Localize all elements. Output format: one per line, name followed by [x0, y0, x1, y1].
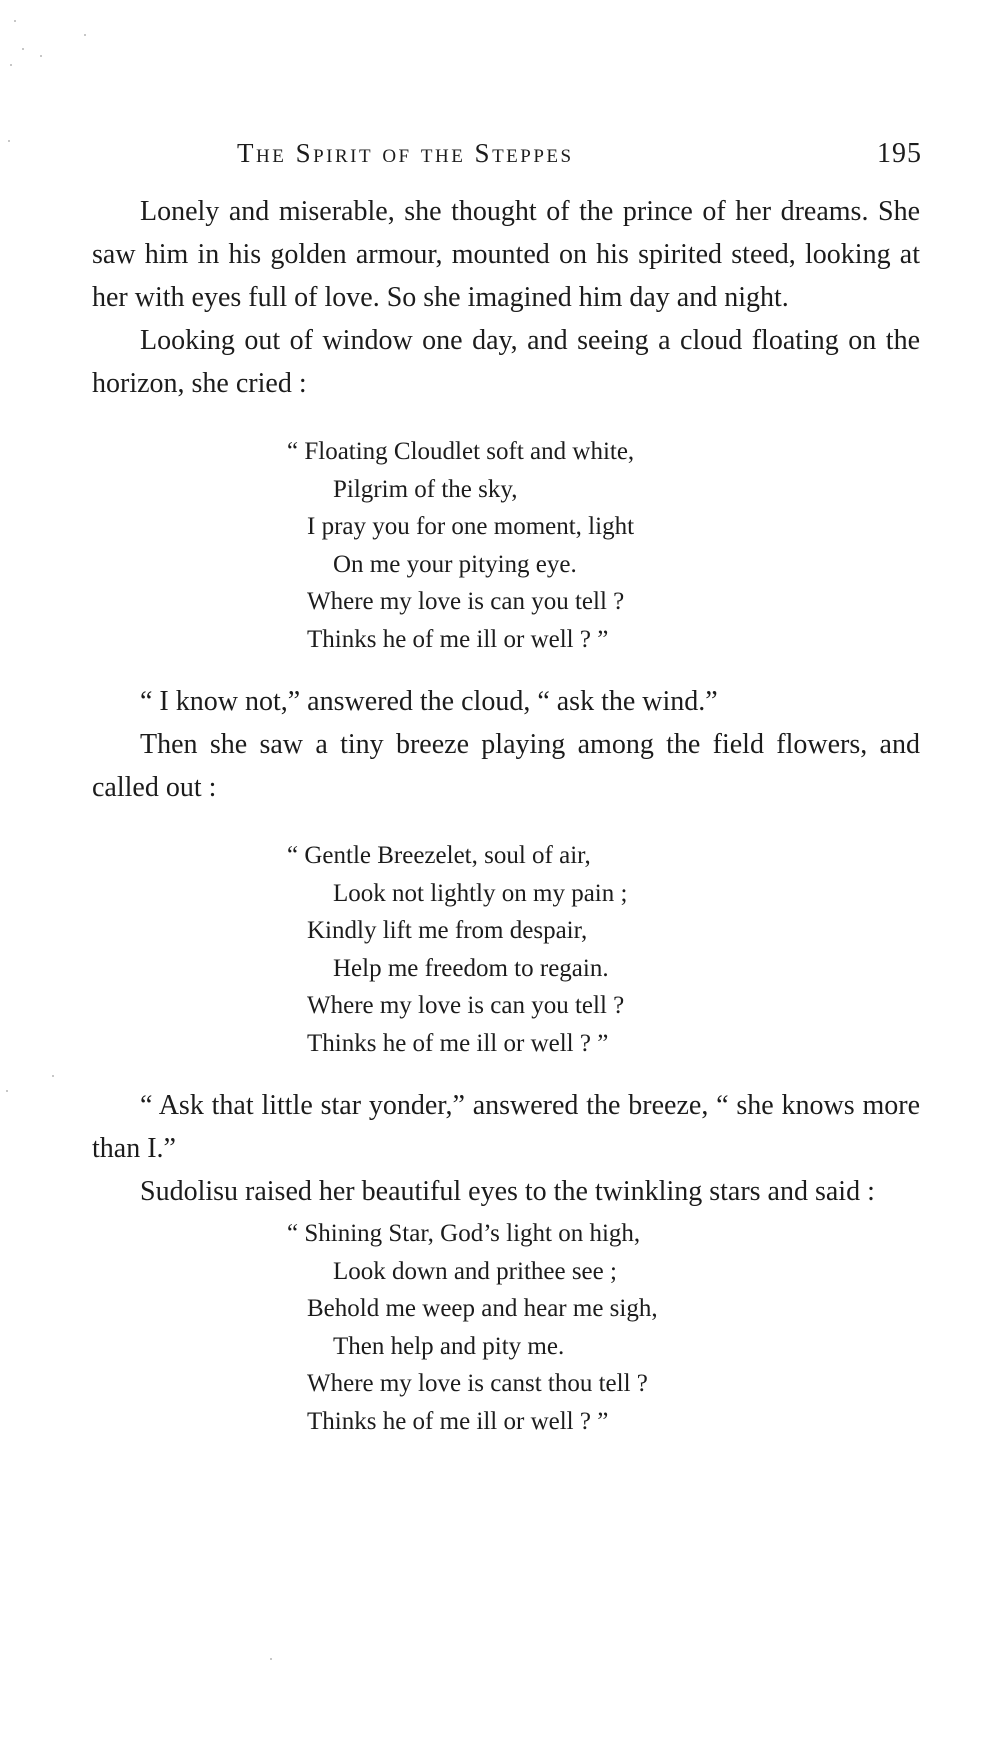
verse-line: Look not lightly on my pain ;: [333, 879, 628, 907]
running-head: The Spirit of the Steppes: [237, 138, 574, 168]
verse-line: Pilgrim of the sky,: [333, 475, 518, 503]
paragraph: “ I know not,” answered the cloud, “ ask the wind.”: [140, 686, 718, 717]
verse-line: I pray you for one moment, light: [307, 513, 635, 540]
paragraph: Then she saw a tiny breeze playing among the field flowers, and called out :: [92, 729, 920, 803]
paragraph: Looking out of window one day, and seeing a cloud floating on the horizon, she cried :: [92, 325, 920, 399]
verse-line: Behold me weep and hear me sigh,: [307, 1295, 658, 1322]
verse-line: Thinks he of me ill or well ? ”: [307, 1029, 609, 1057]
page-number: 195: [877, 138, 922, 169]
verse-line: “ Gentle Breezelet, soul of air,: [287, 842, 591, 869]
page-header: [92, 138, 922, 178]
paragraph: “ Ask that little star yonder,” answered the breeze, “ she knows more than I.”: [92, 1090, 920, 1164]
verse-line: Where my love is can you tell ?: [307, 588, 625, 615]
verse-line: Kindly lift me from despair,: [307, 917, 588, 944]
verse-line: Where my love is can you tell ?: [307, 992, 625, 1019]
verse-line: “ Shining Star, God’s light on high,: [287, 1220, 641, 1247]
poem-star: [287, 1215, 920, 1440]
paragraph: Lonely and miserable, she thought of the prince of her dreams. She saw him in his golden armour, mounted on his spirited steed, looking at her with eyes full of love. So she imagined him day and night.: [92, 196, 920, 313]
paragraph: Sudolisu raised her beautiful eyes to the twinkling stars and said :: [140, 1176, 875, 1207]
verse-line: Thinks he of me ill or well ? ”: [307, 625, 609, 653]
verse-line: “ Floating Cloudlet soft and white,: [287, 438, 635, 465]
verse-line: Look down and prithee see ;: [333, 1257, 617, 1285]
verse-line: Help me freedom to regain.: [333, 954, 609, 982]
verse-line: Then help and pity me.: [333, 1332, 565, 1360]
body-text: [92, 190, 920, 1462]
verse-line: Thinks he of me ill or well ? ”: [307, 1407, 609, 1435]
poem-breezelet: [287, 837, 920, 1062]
verse-line: Where my love is canst thou tell ?: [307, 1370, 648, 1397]
verse-line: On me your pitying eye.: [333, 550, 577, 578]
poem-cloudlet: [287, 433, 920, 658]
